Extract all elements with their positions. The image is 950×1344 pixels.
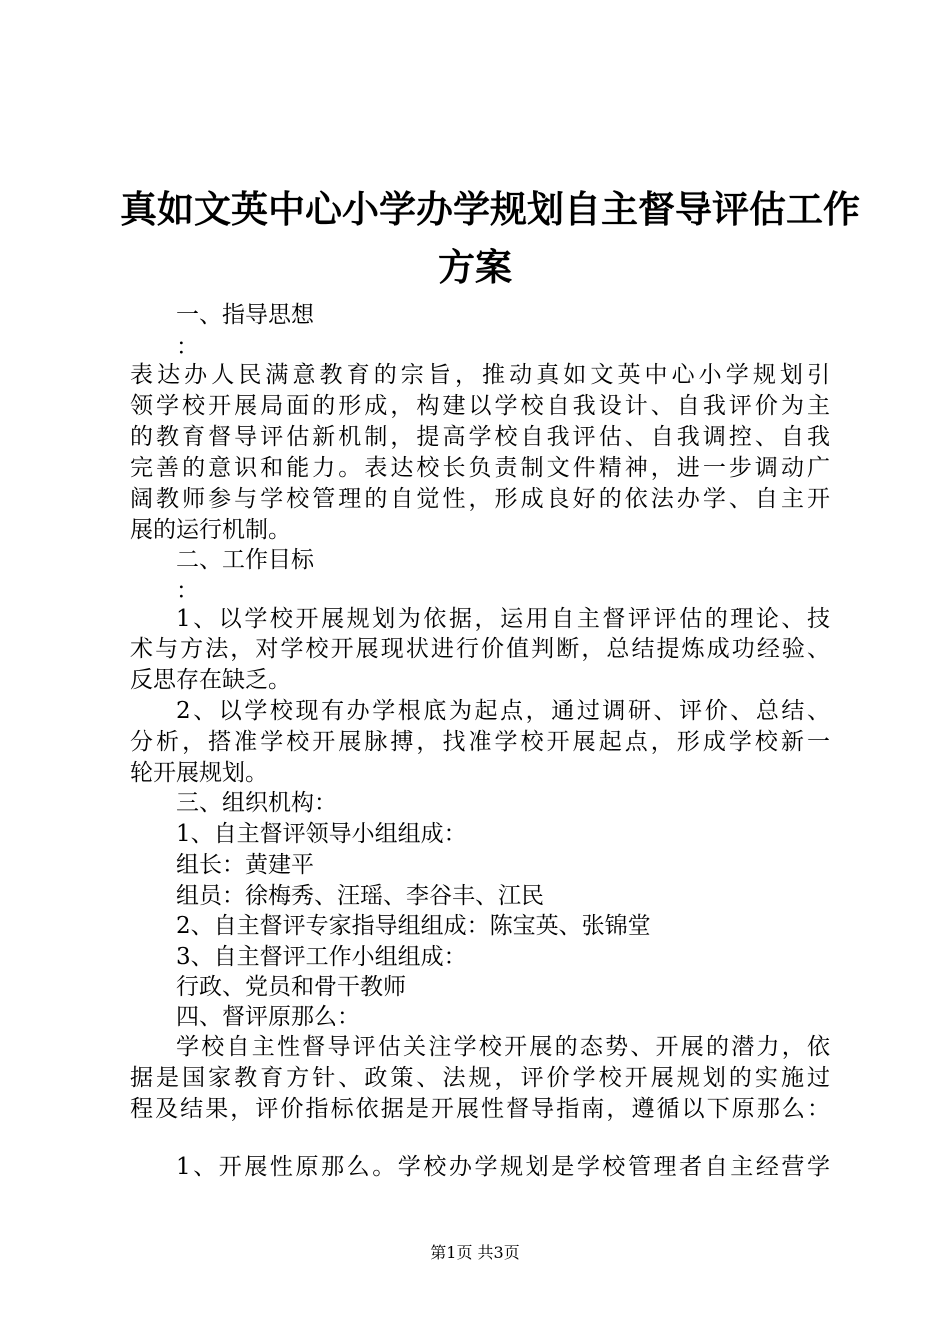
page-number: 第1页 共3页	[430, 1243, 520, 1262]
text-line: 2、以学校现有办学根底为起点，通过调研、评价、总结、	[176, 698, 830, 724]
section-heading: 二、工作目标	[176, 547, 314, 573]
text-line: 程及结果，评价指标依据是开展性督导指南，遵循以下原那么：	[130, 1096, 830, 1122]
document-title-line-1: 真如文英中心小学办学规划自主督导评估工作	[120, 188, 860, 231]
text-line: 1、自主督评领导小组组成：	[176, 821, 467, 847]
text-line: 阔教师参与学校管理的自觉性，形成良好的依法办学、自主开	[130, 486, 830, 512]
text-line: 展的运行机制。	[130, 517, 291, 543]
text-line: 据是国家教育方针、政策、法规，评价学校开展规划的实施过	[130, 1065, 830, 1091]
text-line: 3、自主督评工作小组组成：	[176, 944, 467, 970]
text-line: 表达办人民满意教育的宗旨，推动真如文英中心小学规划引	[130, 362, 830, 388]
text-line: 组长：黄建平	[176, 852, 314, 878]
text-line: 反思存在缺乏。	[130, 667, 291, 693]
text-line: ：	[176, 578, 199, 604]
text-line: 完善的意识和能力。表达校长负责制文件精神，进一步调动广	[130, 455, 830, 481]
text-line: 学校自主性督导评估关注学校开展的态势、开展的潜力，依	[176, 1034, 830, 1060]
text-line: 行政、党员和骨干教师	[176, 974, 406, 1000]
text-line: 组员：徐梅秀、汪瑶、李谷丰、江民	[176, 883, 544, 909]
text-line: 分析，搭准学校开展脉搏，找准学校开展起点，形成学校新一	[130, 729, 830, 755]
text-line: 的教育督导评估新机制，提高学校自我评估、自我调控、自我	[130, 424, 830, 450]
section-heading: 四、督评原那么：	[176, 1004, 360, 1030]
text-line: ：	[176, 334, 199, 360]
section-heading: 一、指导思想	[176, 302, 314, 328]
text-line: 1、开展性原那么。学校办学规划是学校管理者自主经营学	[176, 1154, 830, 1180]
section-heading: 三、组织机构：	[176, 790, 337, 816]
document-title-line-2: 方案	[438, 246, 512, 289]
text-line: 轮开展规划。	[130, 760, 268, 786]
text-line: 2、自主督评专家指导组组成：陈宝英、张锦堂	[176, 913, 651, 939]
text-line: 1、以学校开展规划为依据，运用自主督评评估的理论、技	[176, 606, 830, 632]
text-line: 术与方法，对学校开展现状进行价值判断，总结提炼成功经验、	[130, 636, 830, 662]
text-line: 领学校开展局面的形成，构建以学校自我设计、自我评价为主	[130, 393, 830, 419]
